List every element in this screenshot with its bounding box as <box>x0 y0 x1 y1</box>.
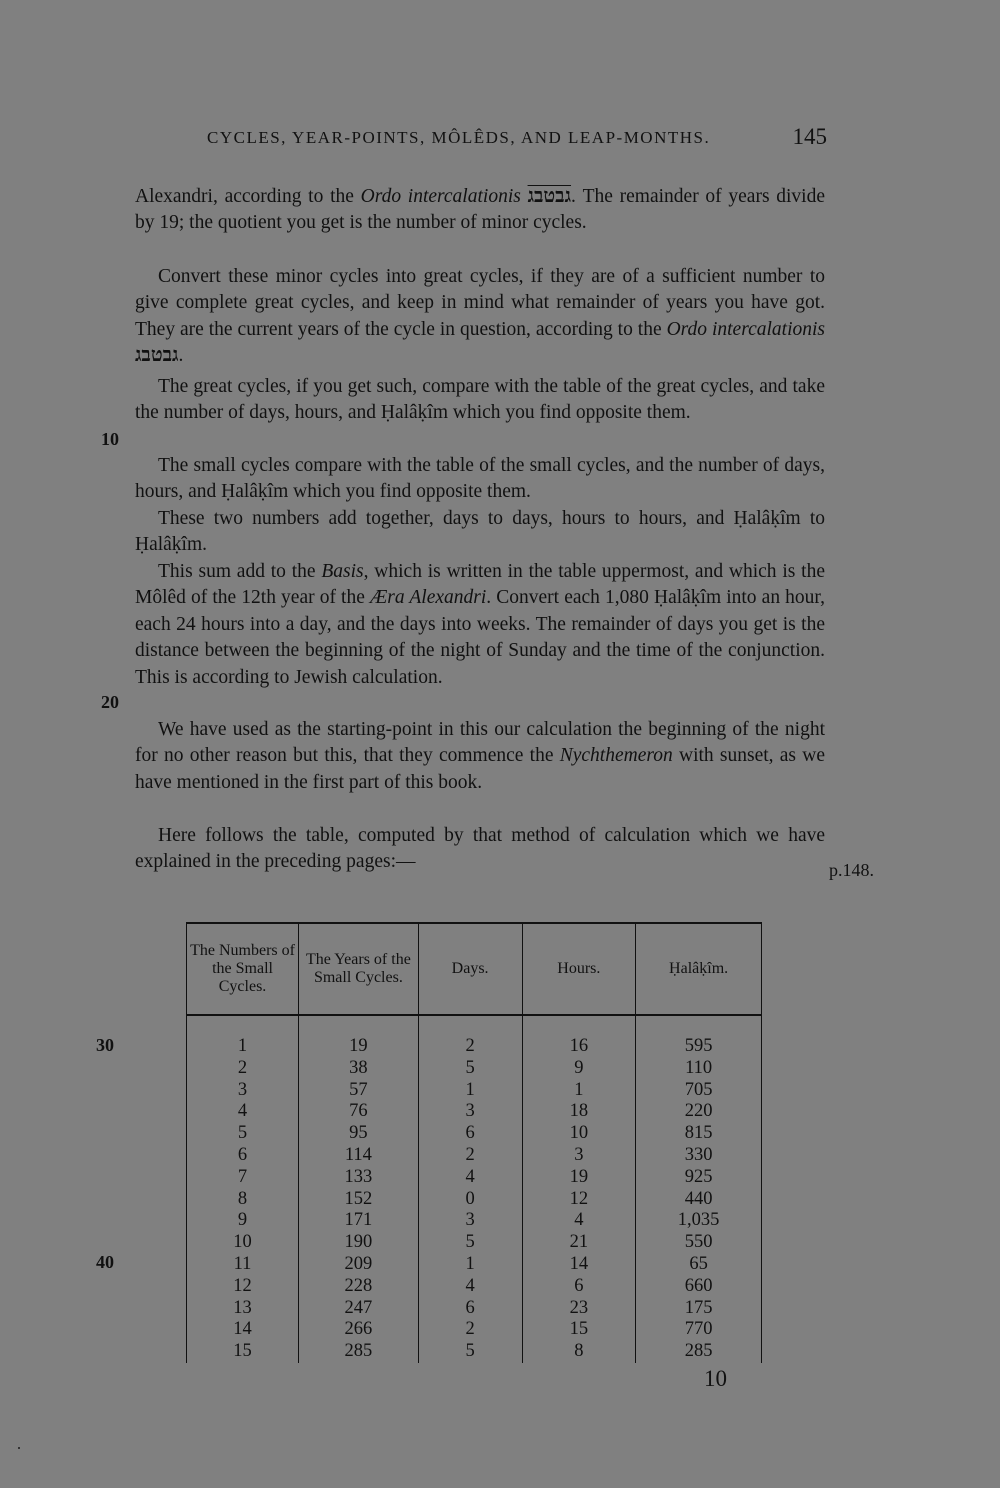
table-cell: 6 <box>522 1276 636 1298</box>
hebrew-term: גבטבג <box>527 186 572 207</box>
column-header: Days. <box>418 923 522 1015</box>
table-cell: 38 <box>299 1058 419 1080</box>
table-cell: 21 <box>522 1232 636 1254</box>
table-cell: 23 <box>522 1298 636 1320</box>
table-cell: 65 <box>636 1254 762 1276</box>
table-cell: 1 <box>522 1080 636 1102</box>
table-cell: 4 <box>418 1276 522 1298</box>
table-cell: 815 <box>636 1123 762 1145</box>
column-header: Hours. <box>522 923 636 1015</box>
table-cell: 2 <box>187 1058 299 1080</box>
table-cell: 171 <box>299 1210 419 1232</box>
table-cell: 110 <box>636 1058 762 1080</box>
table-cell: 266 <box>299 1319 419 1341</box>
table-cell: 16 <box>522 1015 636 1058</box>
table-cell: 5 <box>418 1232 522 1254</box>
line-number: 20 <box>101 692 119 712</box>
small-cycles-table <box>186 922 762 1363</box>
table-cell: 10 <box>187 1232 299 1254</box>
table-row <box>187 1232 762 1254</box>
margin-page-reference: p.148. <box>829 860 874 880</box>
table-cell: 1 <box>187 1015 299 1058</box>
table-row <box>187 1167 762 1189</box>
table-cell: 3 <box>187 1080 299 1102</box>
paragraph-4: The small cycles compare with the table of the small cycles, and the number of days, hours, and Ḥalâḳîm which you find opposite them. <box>135 455 825 503</box>
table-cell: 190 <box>299 1232 419 1254</box>
table-cell: 9 <box>187 1210 299 1232</box>
speck <box>18 1447 20 1449</box>
table-cell: 152 <box>299 1189 419 1211</box>
table-cell: 6 <box>187 1145 299 1167</box>
table-cell: 330 <box>636 1145 762 1167</box>
paragraph-5: These two numbers add together, days to days, hours to hours, and Ḥalâḳîm to Ḥalâḳîm. <box>135 508 825 556</box>
running-header <box>207 124 827 149</box>
page-number: 145 <box>792 124 827 149</box>
table-cell: 705 <box>636 1080 762 1102</box>
table-cell: 19 <box>522 1167 636 1189</box>
table-row <box>187 1015 762 1058</box>
table-cell: 57 <box>299 1080 419 1102</box>
table-cell: 1,035 <box>636 1210 762 1232</box>
folio-signature: 10 <box>704 1366 727 1391</box>
paragraph-6: This sum add to the Basis, which is written in the table uppermost, and which is the Môlêd of the 12th year of the Æra Alexandri. Convert each 1,080 Ḥalâḳîm into an hour, each 24 hours into a day, and the days into weeks. The remainder of days you get is the distance between the beginning of the night of Sunday and the time of the conjunction. This is according to Jewish calculation. <box>135 561 826 688</box>
table-cell: 228 <box>299 1276 419 1298</box>
table-cell: 12 <box>187 1276 299 1298</box>
table-cell: 1 <box>418 1254 522 1276</box>
table-row <box>187 1341 762 1363</box>
table-cell: 550 <box>636 1232 762 1254</box>
table-cell: 2 <box>418 1015 522 1058</box>
table-header-row <box>187 923 762 1015</box>
table-cell: 15 <box>187 1341 299 1363</box>
table-row <box>187 1080 762 1102</box>
running-title: CYCLES, YEAR-POINTS, MÔLÊDS, AND LEAP-MONTHS. <box>207 128 711 147</box>
table-cell: 5 <box>418 1341 522 1363</box>
table-cell: 8 <box>187 1189 299 1211</box>
table-cell: 175 <box>636 1298 762 1320</box>
table-cell: 1 <box>418 1080 522 1102</box>
table-cell: 14 <box>187 1319 299 1341</box>
table-cell: 95 <box>299 1123 419 1145</box>
column-header: The Numbers of the Small Cycles. <box>187 923 299 1015</box>
line-number: 40 <box>96 1252 114 1272</box>
column-header: The Years of the Small Cycles. <box>299 923 419 1015</box>
line-number: 30 <box>96 1035 114 1055</box>
line-number: 10 <box>101 429 119 449</box>
paragraph-2: Convert these minor cycles into great cycles, if they are of a sufficient number to give complete great cycles, and keep in mind what remainder of years you have got. They are the current years of the cycle in question, according to the Ordo intercalationis גבטבג. <box>135 266 825 367</box>
table-cell: 5 <box>187 1123 299 1145</box>
table-row <box>187 1298 762 1320</box>
table-cell: 247 <box>299 1298 419 1320</box>
table-row <box>187 1189 762 1211</box>
table-cell: 6 <box>418 1123 522 1145</box>
table-row <box>187 1058 762 1080</box>
paragraph-8: Here follows the table, computed by that method of calculation which we have explained in the preceding pages:— <box>135 825 825 873</box>
paragraph-3: The great cycles, if you get such, compare with the table of the great cycles, and take the number of days, hours, and Ḥalâḳîm which you find opposite them. <box>135 376 825 424</box>
table-cell: 9 <box>522 1058 636 1080</box>
table-cell: 3 <box>522 1145 636 1167</box>
table-cell: 4 <box>418 1167 522 1189</box>
table-cell: 14 <box>522 1254 636 1276</box>
paragraph-7: We have used as the starting-point in this our calculation the beginning of the night for no other reason but this, that they commence the Nychthemeron with sunset, as we have mentioned in the first part of this book. <box>135 719 825 793</box>
table-cell: 15 <box>522 1319 636 1341</box>
column-header: Ḥalâḳîm. <box>636 923 762 1015</box>
hebrew-term: גבטבג <box>135 345 179 367</box>
table-cell: 285 <box>636 1341 762 1363</box>
table-cell: 18 <box>522 1101 636 1123</box>
table-cell: 220 <box>636 1101 762 1123</box>
table-cell: 13 <box>187 1298 299 1320</box>
table-body <box>187 1015 762 1363</box>
table-cell: 925 <box>636 1167 762 1189</box>
table-cell: 2 <box>418 1145 522 1167</box>
table-cell: 3 <box>418 1101 522 1123</box>
table-cell: 10 <box>522 1123 636 1145</box>
table-row <box>187 1254 762 1276</box>
table-cell: 12 <box>522 1189 636 1211</box>
table-cell: 7 <box>187 1167 299 1189</box>
table-row <box>187 1319 762 1341</box>
table-cell: 595 <box>636 1015 762 1058</box>
table-cell: 0 <box>418 1189 522 1211</box>
table-cell: 209 <box>299 1254 419 1276</box>
table-cell: 19 <box>299 1015 419 1058</box>
table-row <box>187 1276 762 1298</box>
table-cell: 5 <box>418 1058 522 1080</box>
table-cell: 4 <box>522 1210 636 1232</box>
paragraph-1: Alexandri, according to the Ordo intercalationis גבטבג. The remainder of years divide by 19; the quotient you get is the number of minor cycles. <box>135 186 826 234</box>
table-cell: 4 <box>187 1101 299 1123</box>
table-cell: 133 <box>299 1167 419 1189</box>
table-cell: 660 <box>636 1276 762 1298</box>
table-cell: 2 <box>418 1319 522 1341</box>
table-cell: 440 <box>636 1189 762 1211</box>
table-cell: 76 <box>299 1101 419 1123</box>
table-row <box>187 1145 762 1167</box>
table-cell: 285 <box>299 1341 419 1363</box>
table-cell: 6 <box>418 1298 522 1320</box>
table-row <box>187 1101 762 1123</box>
table-row <box>187 1123 762 1145</box>
table-cell: 770 <box>636 1319 762 1341</box>
table-cell: 3 <box>418 1210 522 1232</box>
table-row <box>187 1210 762 1232</box>
table-cell: 11 <box>187 1254 299 1276</box>
table-cell: 8 <box>522 1341 636 1363</box>
table-cell: 114 <box>299 1145 419 1167</box>
